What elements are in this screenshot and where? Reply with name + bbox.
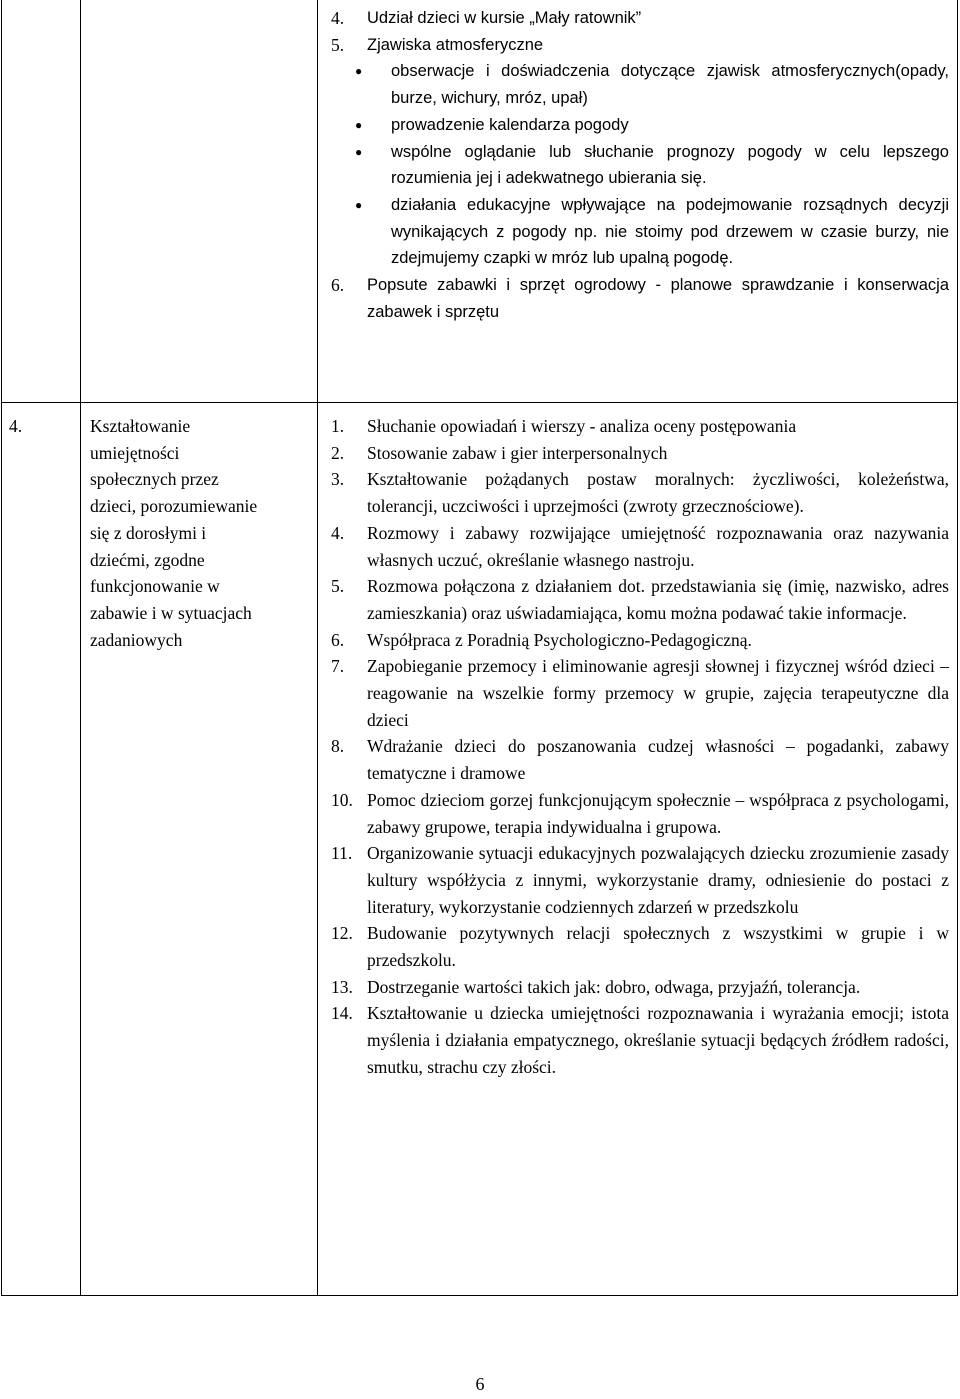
row-number: 4.: [9, 416, 23, 436]
list-item: 13. Dostrzeganie wartości takich jak: dobro, odwaga, przyjaźń, tolerancja.: [331, 976, 861, 997]
list-item: 5. Zjawiska atmosferyczne: [331, 34, 544, 55]
bullet-icon: ●: [355, 117, 363, 132]
list-item: 8. Wdrażanie dzieci do poszanowania cudzej własności – pogadanki, zabawy tematyczne i dramowe: [331, 736, 949, 784]
list-item: 6. Popsute zabawki i sprzęt ogrodowy - planowe sprawdzanie i konserwacja zabawek i sprzętu: [331, 275, 949, 321]
bullet-item: ● obserwacje i doświadczenia dotyczące zjawisk atmosferycznych(opady, burze, wichury, mróz, upał): [331, 58, 949, 111]
area-title: Kształtowanie umiejętności społecznych przez dzieci, porozumiewanie się z dorosłymi i dziećmi, zgodne funkcjonowanie w zabawie i w sytuacjach zadaniowych: [90, 416, 258, 650]
list-item: 4. Udział dzieci w kursie „Mały ratownik”: [331, 8, 642, 28]
list-item: 1. Słuchanie opowiadań i wierszy - analiza oceny postępowania: [331, 416, 797, 436]
list-item: 14. Kształtowanie u dziecka umiejętności rozpoznawania i wyrażania emocji; istota myślenia i działania empatycznego, określanie sytuacji będących źródłem radości, smutku, strachu czy złości.: [331, 1003, 949, 1077]
list-item: 5. Rozmowa połączona z działaniem dot. przedstawiania się (imię, nazwisko, adres zamieszkania) oraz uświadamiająca, komu można podawać takie informacje.: [331, 576, 949, 623]
bullet-icon: ●: [355, 64, 363, 79]
top-cell-content: [331, 5, 949, 325]
list-item: 7. Zapobieganie przemocy i eliminowanie agresji słownej i fizycznej wśród dzieci – reagowanie na wszelkie formy przemocy w grupie, zajęcia terapeutyczne dla dzieci: [331, 656, 949, 730]
table-row-divider: [1, 402, 958, 403]
bullet-icon: ●: [355, 197, 363, 212]
list-item: 2. Stosowanie zabaw i gier interpersonalnych: [331, 442, 668, 463]
table-border-bottom: [1, 1295, 958, 1296]
bullet-item: ● prowadzenie kalendarza pogody: [331, 112, 949, 139]
page-number: 6: [475, 1374, 485, 1394]
table-border-right: [957, 0, 958, 1296]
activities-list: [331, 413, 949, 1081]
list-item: 4. Rozmowy i zabawy rozwijające umiejętność rozpoznawania oraz nazywania własnych uczuć, określanie własnego nastroju.: [331, 522, 949, 570]
list-item: 10. Pomoc dzieciom gorzej funkcjonującym społecznie – współpraca z psychologami, zabawy grupowe, terapia indywidualna i grupowa.: [331, 789, 949, 837]
list-item: 11. Organizowanie sytuacji edukacyjnych pozwalających dziecku zrozumienie zasady kultury współżycia z innymi, wykorzystanie dramy, odniesienie do postaci z literatury, wykorzystanie codziennych zdarzeń w przedszkolu: [331, 843, 949, 917]
list-item: 3. Kształtowanie pożądanych postaw moralnych: życzliwości, koleżeństwa, tolerancji, uczciwości i uprzejmości (zwroty grzecznościowe).: [331, 469, 949, 517]
list-item: 12. Budowanie pozytywnych relacji społecznych z wszystkimi w grupie i w przedszkolu.: [331, 923, 949, 971]
table-border-left: [1, 0, 2, 1296]
document-table: [1, 0, 959, 1296]
table-border-col2: [317, 0, 318, 1296]
table-border-col1: [80, 0, 81, 1296]
bullet-item: ● wspólne oglądanie lub słuchanie prognozy pogody w celu lepszego rozumienia jej i adekwatnego ubierania się.: [331, 139, 949, 192]
bullet-icon: ●: [355, 144, 363, 159]
bullet-item: ● działania edukacyjne wpływające na podejmowanie rozsądnych decyzji wynikających z pogody np. nie stoimy pod drzewem w czasie burzy, nie zdejmujemy czapki w mróz lub upalną pogodę.: [331, 192, 949, 272]
list-item: 6. Współpraca z Poradnią Psychologiczno-Pedagogiczną.: [331, 629, 752, 650]
